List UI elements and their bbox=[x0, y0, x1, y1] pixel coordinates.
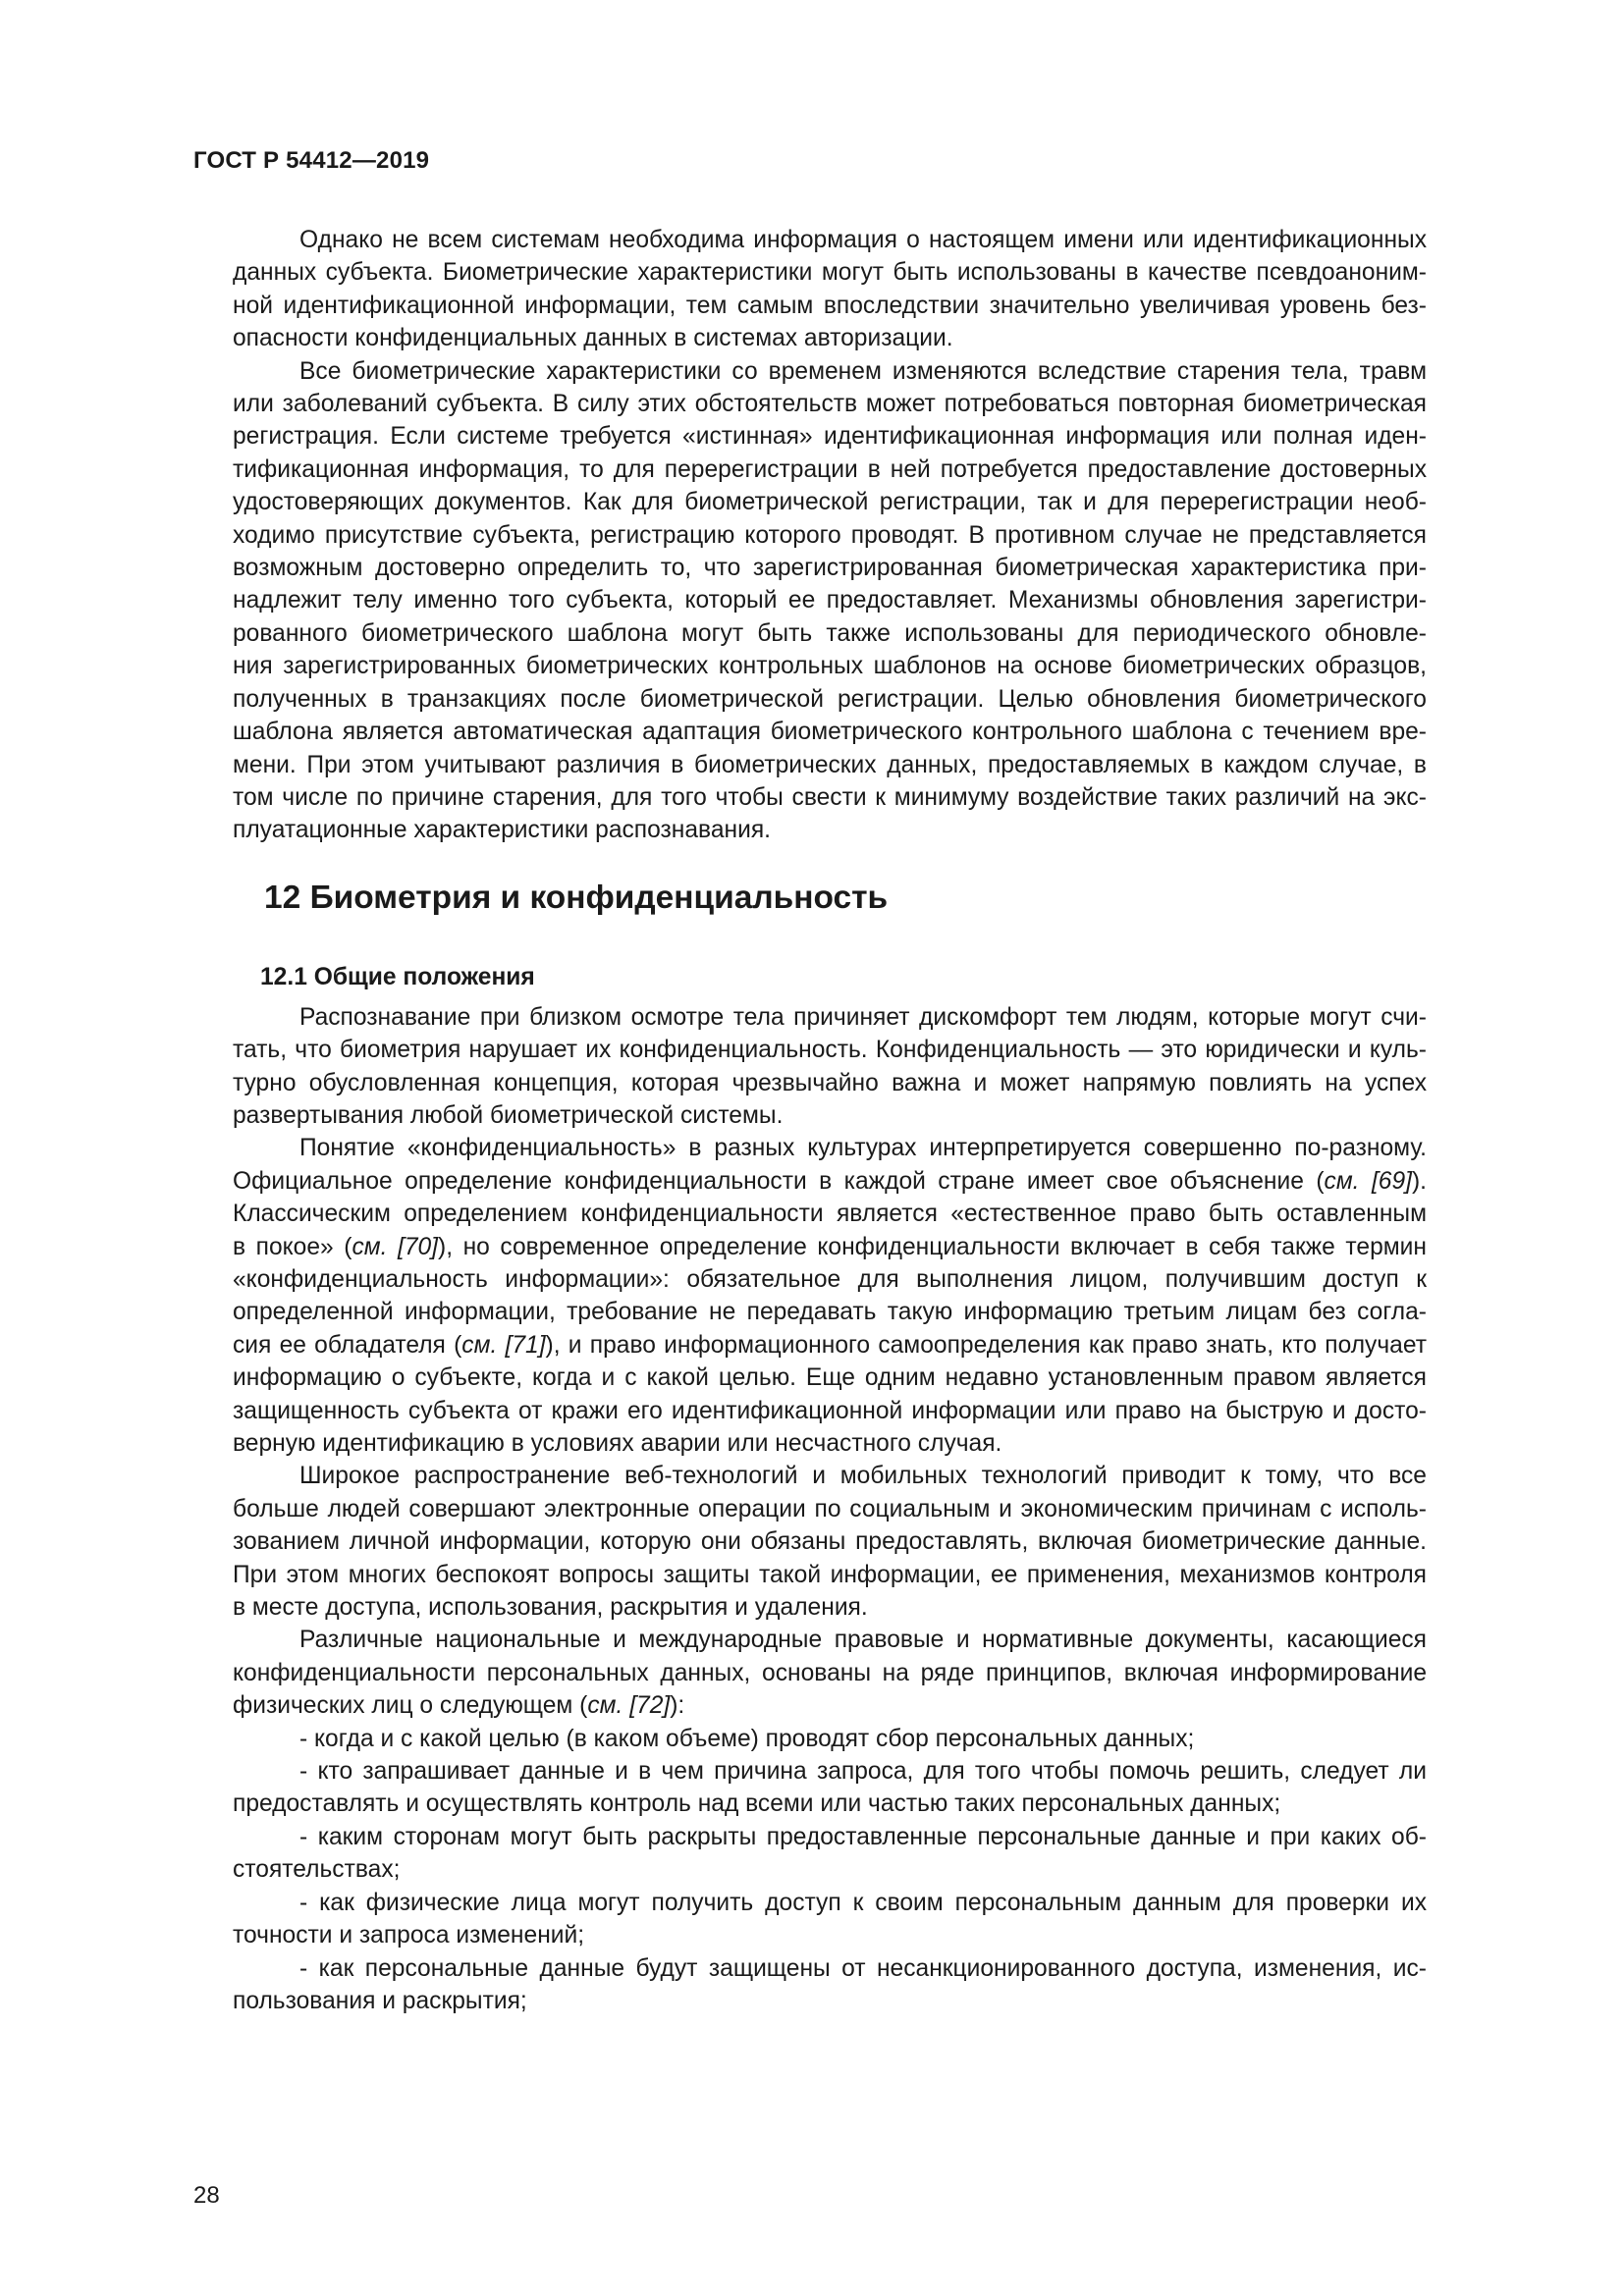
page-number: 28 bbox=[193, 2182, 220, 2209]
text-segment: Официальное определение конфиденциальности в каждой стране имеет свое объяснение ( bbox=[233, 1167, 1325, 1195]
section-title: 12 Биометрия и конфиденциальность bbox=[264, 879, 889, 916]
document-code-header: ГОСТ Р 54412—2019 bbox=[193, 147, 430, 174]
text-line: - как персональные данные будут защищены от несанкционированного доступа, изменения, ис- bbox=[299, 1954, 1427, 1982]
list-item bbox=[233, 1723, 1427, 1755]
text-line: При этом многих беспокоят вопросы защиты такой информации, ее применения, механизмов контроля bbox=[233, 1561, 1427, 1588]
reference-cite: см. [69] bbox=[1324, 1167, 1412, 1195]
text-line: ния зарегистрированных биометрических контрольных шаблонов на основе биометрических образцов, bbox=[233, 653, 1427, 680]
paragraph-3 bbox=[233, 1001, 1427, 1133]
text-line: полученных в транзакциях после биометрической регистрации. Целью обновления биометрического bbox=[233, 685, 1427, 713]
list-item bbox=[233, 1887, 1427, 1952]
reference-cite: см. [70] bbox=[352, 1233, 439, 1260]
text-segment: ). bbox=[1411, 1167, 1427, 1195]
text-line: верную идентификацию в условиях аварии или несчастного случая. bbox=[233, 1430, 1002, 1457]
text-line: - как физические лица могут получить доступ к своим персональным данным для проверки их bbox=[299, 1889, 1427, 1916]
text-line: или заболеваний субъекта. В силу этих обстоятельств может потребоваться повторная биометрическая bbox=[233, 391, 1427, 418]
text-line: ной идентификационной информации, тем самым впоследствии значительно увеличивая уровень без- bbox=[233, 292, 1427, 319]
text-line: пользования и раскрытия; bbox=[233, 1987, 527, 2014]
text-line: возможным достоверно определить то, что зарегистрированная биометрическая характеристика при- bbox=[233, 555, 1427, 582]
text-line bbox=[233, 1165, 1427, 1198]
text-line: данных субъекта. Биометрические характеристики могут быть использованы в качестве псевдоаноним- bbox=[233, 259, 1427, 287]
text-line: опасности конфиденциальных данных в системах авторизации. bbox=[233, 325, 953, 352]
paragraph-2 bbox=[233, 355, 1427, 847]
text-line: больше людей совершают электронные операции по социальным и экономическим причинам с исполь- bbox=[233, 1495, 1427, 1522]
text-line: конфиденциальности персональных данных, основаны на ряде принципов, включая информирование bbox=[233, 1659, 1427, 1686]
text-line: удостоверяющих документов. Как для биометрической регистрации, так и для перерегистрации необ- bbox=[233, 489, 1427, 516]
text-line: зованием личной информации, которую они обязаны предоставлять, включая биометрические данные. bbox=[233, 1528, 1427, 1556]
text-line: тать, что биометрия нарушает их конфиденциальность. Конфиденциальность — это юридически и куль- bbox=[233, 1037, 1427, 1064]
text-line: ходимо присутствие субъекта, регистрацию которого проводят. В противном случае не представляется bbox=[233, 521, 1427, 549]
text-line: надлежит телу именно того субъекта, который ее предоставляет. Механизмы обновления зарегистри- bbox=[233, 587, 1427, 614]
list-item bbox=[233, 1952, 1427, 2018]
text-line: Различные национальные и международные правовые и нормативные документы, касающиеся bbox=[299, 1627, 1427, 1654]
text-segment: физических лиц о следующем ( bbox=[233, 1692, 588, 1720]
paragraph-5 bbox=[233, 1460, 1427, 1624]
text-segment: ): bbox=[670, 1692, 685, 1720]
text-line: информацию о субъекте, когда и с какой целью. Еще одним недавно установленным правом является bbox=[233, 1364, 1427, 1392]
paragraph-4 bbox=[233, 1132, 1427, 1460]
reference-cite: см. [71] bbox=[461, 1331, 546, 1359]
text-segment: в покое» ( bbox=[233, 1233, 352, 1260]
text-line bbox=[233, 1689, 1427, 1722]
reference-cite: см. [72] bbox=[587, 1692, 671, 1720]
text-line: точности и запроса изменений; bbox=[233, 1922, 585, 1949]
text-segment: ), и право информационного самоопределения как право знать, кто получает bbox=[545, 1331, 1427, 1359]
text-line: том числе по причине старения, для того чтобы свести к минимуму воздействие таких различий на экс- bbox=[233, 783, 1427, 811]
list-item bbox=[233, 1755, 1427, 1821]
text-line: Однако не всем системам необходима информация о настоящем имени или идентификационных bbox=[299, 227, 1427, 253]
text-line: - кто запрашивает данные и в чем причина запроса, для того чтобы помочь решить, следует ли bbox=[299, 1758, 1427, 1786]
text-line: определенной информации, требование не передавать такую информацию третьим лицам без согла- bbox=[233, 1299, 1427, 1326]
text-line: стоятельствах; bbox=[233, 1856, 401, 1884]
text-segment: ), но современное определение конфиденциальности включает в себя также термин bbox=[438, 1233, 1427, 1260]
text-line: защищенность субъекта от кражи его идентификационной информации или право на быструю и досто- bbox=[233, 1397, 1427, 1424]
text-line: мени. При этом учитывают различия в биометрических данных, предоставляемых в каждом случае, в bbox=[233, 751, 1427, 778]
text-line: рованного биометрического шаблона могут быть также использованы для периодического обновле- bbox=[233, 619, 1427, 647]
text-line bbox=[233, 1231, 1427, 1263]
paragraph-1 bbox=[233, 224, 1427, 355]
text-line: - когда и с какой целью (в каком объеме) проводят сбор персональных данных; bbox=[299, 1725, 1195, 1752]
subsection-title: 12.1 Общие положения bbox=[260, 963, 535, 990]
text-line: предоставлять и осуществлять контроль над всеми или частью таких персональных данных; bbox=[233, 1790, 1281, 1818]
text-line: развертывания любой биометрической системы. bbox=[233, 1101, 784, 1129]
body-text bbox=[233, 224, 1427, 2017]
text-line: Классическим определением конфиденциальности является «естественное право быть оставленным bbox=[233, 1201, 1427, 1228]
text-line: - каким сторонам могут быть раскрыты предоставленные персональные данные и при каких об- bbox=[299, 1823, 1427, 1850]
text-segment: сия ее обладателя ( bbox=[233, 1331, 462, 1359]
text-line: в месте доступа, использования, раскрытия и удаления. bbox=[233, 1594, 868, 1622]
text-line bbox=[233, 1329, 1427, 1362]
text-line: Все биометрические характеристики со временем изменяются вследствие старения тела, травм bbox=[299, 357, 1427, 385]
text-line: Распознавание при близком осмотре тела причиняет дискомфорт тем людям, которые могут счи- bbox=[299, 1003, 1427, 1031]
text-line: шаблона является автоматическая адаптация биометрического контрольного шаблона с течением вре- bbox=[233, 719, 1427, 746]
paragraph-6 bbox=[233, 1624, 1427, 1722]
text-line: тификационная информация, то для перерегистрации в ней потребуется предоставление достоверных bbox=[233, 455, 1427, 483]
text-line: турно обусловленная концепция, которая чрезвычайно важна и может напрямую повлиять на успех bbox=[233, 1069, 1427, 1096]
text-line: Широкое распространение веб-технологий и мобильных технологий приводит к тому, что все bbox=[299, 1463, 1427, 1490]
list-item bbox=[233, 1821, 1427, 1887]
text-line: Понятие «конфиденциальность» в разных культурах интерпретируется совершенно по-разному. bbox=[299, 1135, 1427, 1162]
bullet-list bbox=[233, 1723, 1427, 2018]
text-line: «конфиденциальность информации»: обязательное для выполнения лицом, получившим доступ к bbox=[233, 1265, 1427, 1293]
text-line: плуатационные характеристики распознавания. bbox=[233, 817, 771, 844]
text-line: регистрация. Если системе требуется «истинная» идентификационная информация или полная иден- bbox=[233, 423, 1427, 451]
